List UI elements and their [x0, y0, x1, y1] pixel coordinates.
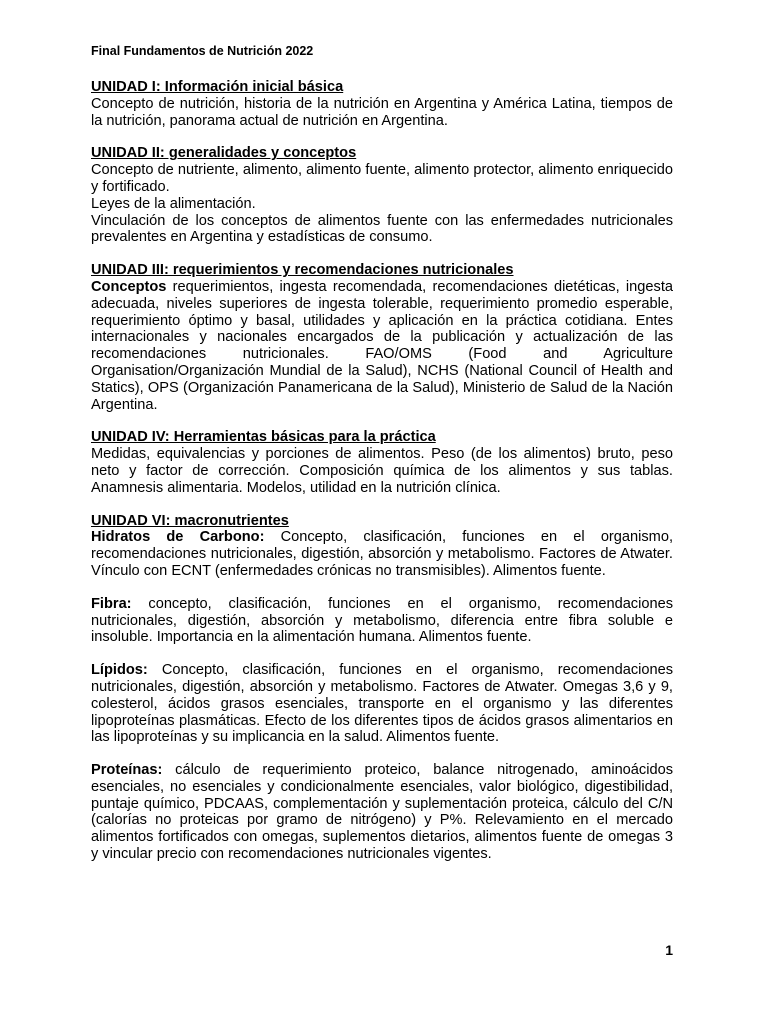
- page-number: 1: [665, 942, 673, 958]
- unit-4-heading: UNIDAD IV: Herramientas básicas para la práctica: [91, 429, 436, 446]
- unit-3-paragraph: [91, 279, 673, 413]
- proteins-lead: Proteínas:: [91, 762, 163, 779]
- unit-3-heading: UNIDAD III: requerimientos y recomendaciones nutricionales: [91, 262, 514, 279]
- fiber-section: [91, 596, 673, 646]
- unit-1-paragraph: Concepto de nutrición, historia de la nutrición en Argentina y América Latina, tiempos de la nutrición, panorama actual de nutrición en Argentina.: [91, 95, 673, 129]
- lipids-paragraph: [91, 662, 673, 746]
- carbohydrates-text: Concepto, clasificación, funciones en el organismo, recomendaciones nutricionales, digestión, absorción y metabolismo. Factores de Atwater. Vínculo con ECNT (enfermedades crónicas no transmisibles). Alimentos fuente.: [91, 529, 674, 579]
- unit-6-heading: UNIDAD VI: macronutrientes: [91, 512, 289, 529]
- unit-3-lead: Conceptos: [91, 278, 167, 295]
- unit-2-paragraph-concepts: Concepto de nutriente, alimento, alimento fuente, alimento protector, alimento enriquecido y fortificado.: [91, 162, 673, 195]
- unit-2-section: [91, 145, 673, 246]
- document-page: [91, 43, 673, 879]
- unit-1-section: [91, 79, 673, 129]
- fiber-paragraph: [91, 596, 673, 646]
- carbohydrates-paragraph: [91, 529, 673, 579]
- lipids-text: Concepto, clasificación, funciones en el organismo, recomendaciones nutricionales, digestión, absorción y metabolismo. Factores de Atwater. Omegas 3,6 y 9, colesterol, ácidos grasos esenciales, transporte en el organismo y las diferentes lipoproteínas plasmáticas. Efecto de los diferentes tipos de ácidos grasos alimentarios en las lipoproteínas y su implicancia en la salud. Alimentos fuente.: [91, 662, 673, 746]
- unit-2-paragraph-link: Vinculación de los conceptos de alimentos fuente con las enfermedades nutricionales prevalentes en Argentina y estadísticas de consumo.: [91, 212, 673, 246]
- unit-3-section: [91, 262, 673, 413]
- unit-4-section: [91, 429, 673, 496]
- unit-4-paragraph: Medidas, equivalencias y porciones de alimentos. Peso (de los alimentos) bruto, peso neto y factor de corrección. Composición química de los alimentos y sus tablas. Anamnesis alimentaria. Modelos, utilidad en la nutrición clínica.: [91, 446, 673, 496]
- unit-1-heading: UNIDAD I: Información inicial básica: [91, 79, 344, 95]
- unit-3-text: requerimientos, ingesta recomendada, recomendaciones dietéticas, ingesta adecuada, niveles superiores de ingesta tolerable, requerimiento promedio esperable, requerimiento óptimo y basal, utilidades y aplicación en la práctica cotidiana. Entes internacionales y nacionales encargados de la publicación y actualización de las recomendaciones nutricionales. FAO/OMS (Food and Agriculture Organisation/Organización Mundial de la Salud), NCHS (National Council of Health and Statics), OPS (Organización Panamericana de la Salud), Ministerio de Salud de la Nación Argentina.: [91, 278, 673, 413]
- unit-2-heading: UNIDAD II: generalidades y conceptos: [91, 145, 357, 162]
- lipids-lead: Lípidos:: [91, 662, 148, 679]
- fiber-text: concepto, clasificación, funciones en el organismo, recomendaciones nutricionales, digestión, absorción y metabolismo, diferencia entre fibra soluble e insoluble. Importancia en la alimentación humana. Alimentos fuente.: [91, 595, 673, 646]
- carbohydrates-lead: Hidratos de Carbono:: [91, 529, 265, 546]
- lipids-section: [91, 662, 673, 746]
- document-title: Final Fundamentos de Nutrición 2022: [91, 44, 314, 58]
- proteins-section: [91, 762, 673, 863]
- proteins-text: cálculo de requerimiento proteico, balance nitrogenado, aminoácidos esenciales, no esenciales y condicionalmente esenciales, valor biológico, digestibilidad, puntaje químico, PDCAAS, complementación y suplementación proteica, cálculo del C/N (calorías no proteicas por gramo de nitrógeno) y P%. Relevamiento en el mercado alimentos fortificados con omegas, suplementos dietarios, alimentos fuente de omegas 3 y vincular precio con recomendaciones nutricionales vigentes.: [91, 762, 673, 863]
- unit-2-paragraph-laws: Leyes de la alimentación.: [91, 195, 256, 212]
- fiber-lead: Fibra:: [91, 595, 132, 612]
- unit-6-section: [91, 513, 673, 580]
- proteins-paragraph: [91, 762, 673, 863]
